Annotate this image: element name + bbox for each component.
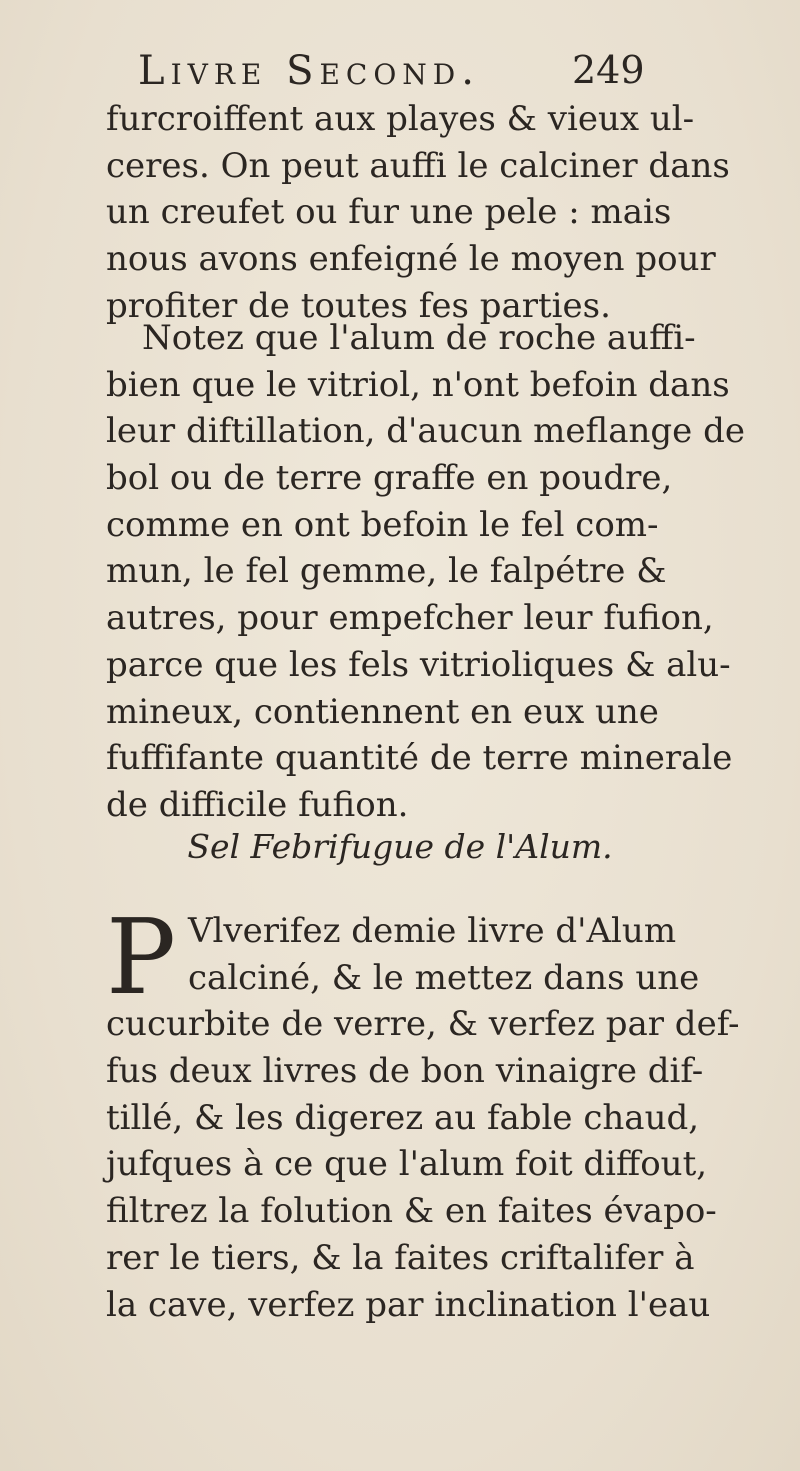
text-line: cucurbite de verre, & verfez par def- (106, 1004, 740, 1045)
text-line: ceres. On peut auffi le calciner dans (106, 145, 730, 186)
page-number: 249 (572, 48, 645, 92)
paragraph-continued (106, 96, 730, 329)
text-line: fuffifante quantité de terre minerale (106, 738, 733, 779)
text-line: mineux, contiennent en eux une (106, 691, 659, 732)
running-head: Livre Second. (138, 48, 480, 94)
text-line: tillé, & les digerez au fable chaud, (106, 1097, 700, 1138)
text-line: leur diftillation, d'aucun meflange de (106, 411, 745, 452)
text-line: la cave, verfez par inclination l'eau (106, 1284, 711, 1325)
text-line: nous avons enfeigné le moyen pour (106, 239, 716, 280)
paragraph-recipe (106, 896, 740, 1328)
text-line: Vlverifez demie livre d'Alum (188, 911, 677, 951)
text-line: comme en ont befoin le fel com- (106, 504, 659, 545)
paragraph-notez (106, 315, 745, 829)
drop-cap: P (106, 896, 176, 1018)
text-line: profiter de toutes fes parties. (106, 285, 611, 326)
text-line: parce que les fels vitrioliques & alu- (106, 644, 731, 685)
text-line: fus deux livres de bon vinaigre dif- (106, 1051, 704, 1092)
text-line: jufques à ce que l'alum foit diffout, (106, 1144, 708, 1185)
text-line: Notez que l'alum de roche auffi- (142, 318, 696, 358)
text-line: filtrez la folution & en faites évapo- (106, 1191, 717, 1232)
text-line: bien que le vitriol, n'ont befoin dans (106, 364, 730, 405)
text-line: bol ou de terre graffe en poudre, (106, 458, 673, 499)
text-line: furcroiffent aux playes & vieux ul- (106, 99, 695, 139)
text-line: mun, le fel gemme, le falpétre & (106, 551, 667, 592)
text-line: autres, pour empefcher leur fufion, (106, 598, 714, 639)
text-line: de difficile fufion. (106, 784, 409, 825)
text-line: un creufet ou fur une pele : mais (106, 192, 672, 233)
page-header (0, 48, 800, 98)
text-line: rer le tiers, & la faites criftalifer à (106, 1237, 695, 1278)
text-line: calciné, & le mettez dans une (188, 957, 700, 998)
section-heading: Sel Febrifugue de l'Alum. (187, 827, 613, 866)
